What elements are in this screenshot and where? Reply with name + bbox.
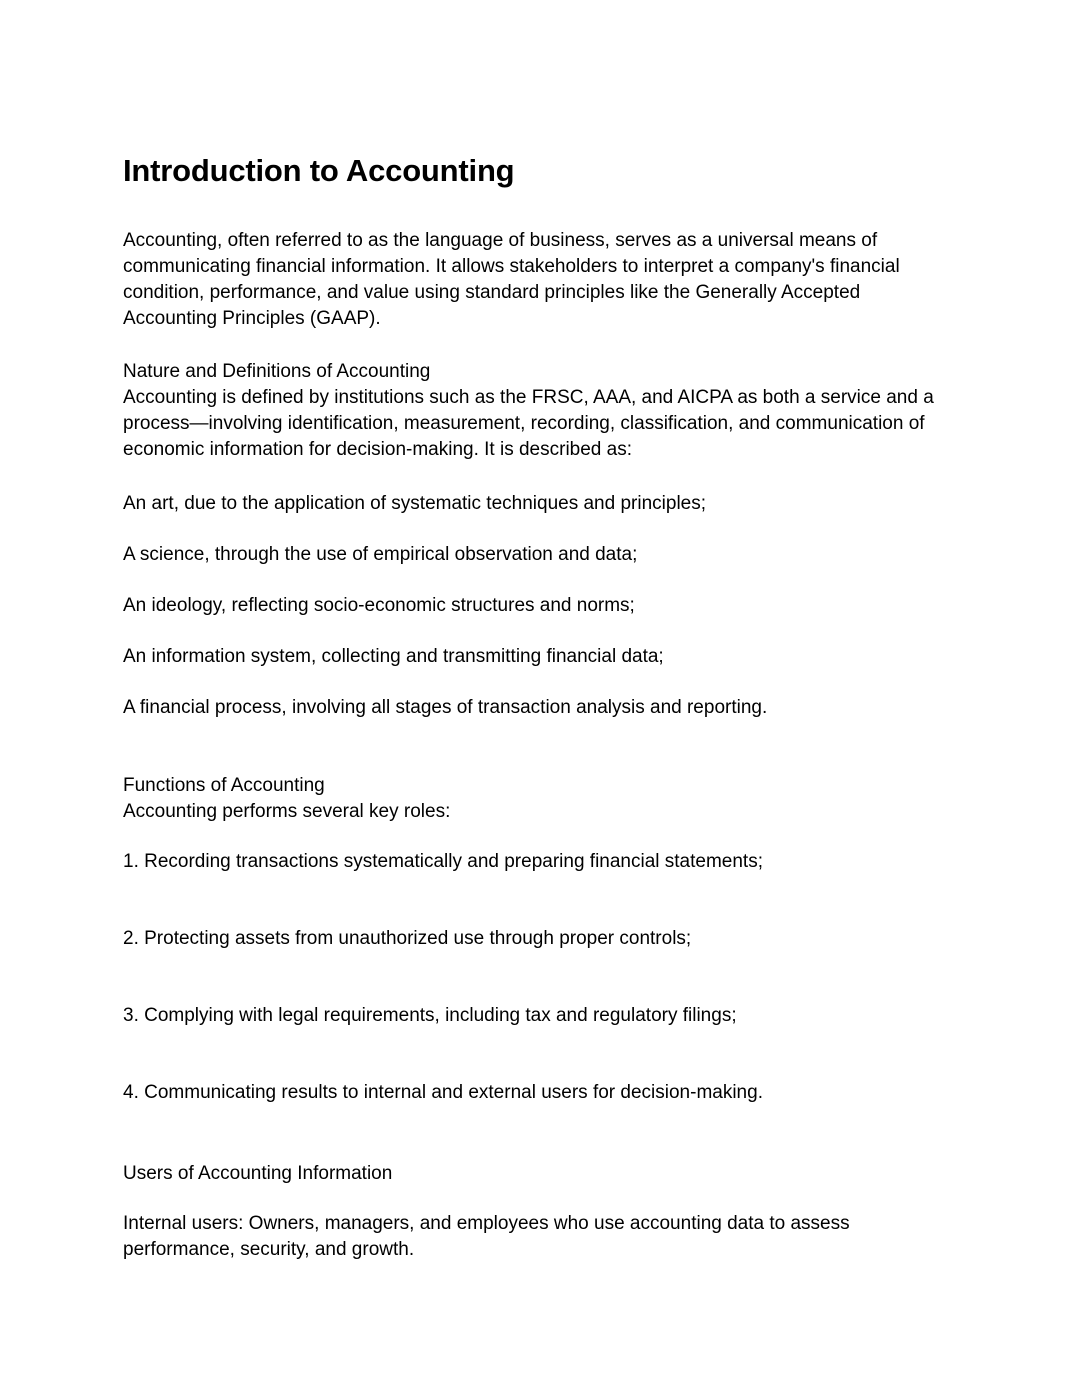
list-item: 2. Protecting assets from unauthorized use through proper controls; [123,927,692,949]
section-users-of-accounting-information [123,1161,945,1263]
section-body-nature: Accounting is defined by institutions such as the FRSC, AAA, and AICPA as both a service and a process—involving identification, measurement, recording, classification, and communication of economic information for decision-making. It is described as: [123,386,934,460]
section-heading-nature: Nature and Definitions of Accounting [123,360,431,382]
list-item: An information system, collecting and transmitting financial data; [123,645,664,667]
list-item: 3. Complying with legal requirements, including tax and regulatory filings; [123,1004,737,1026]
list-item: 1. Recording transactions systematically and preparing financial statements; [123,850,763,872]
intro-paragraph: Accounting, often referred to as the language of business, serves as a universal means of communicating financial information. It allows stakeholders to interpret a company's financial condition, performance, and value using standard principles like the Generally Accepted Accounting Principles (GAAP). [123,229,900,329]
list-item: An ideology, reflecting socio-economic structures and norms; [123,594,635,616]
page-title: Introduction to Accounting [123,153,515,188]
section-nature-and-definitions [123,359,945,463]
section-heading-functions: Functions of Accounting [123,774,325,796]
list-item: 4. Communicating results to internal and external users for decision-making. [123,1081,763,1103]
section-heading-users: Users of Accounting Information [123,1162,393,1184]
list-item: A science, through the use of empirical observation and data; [123,543,638,565]
section-body-functions: Accounting performs several key roles: [123,800,451,822]
intro-section [123,228,945,332]
list-item: A financial process, involving all stages of transaction analysis and reporting. [123,696,768,718]
section-functions [123,773,945,825]
functions-numbered-list [123,849,945,1106]
list-item: An art, due to the application of systematic techniques and principles; [123,492,707,514]
definitions-list [123,491,945,721]
section-body-users: Internal users: Owners, managers, and employees who use accounting data to assess performance, security, and growth. [123,1212,850,1260]
